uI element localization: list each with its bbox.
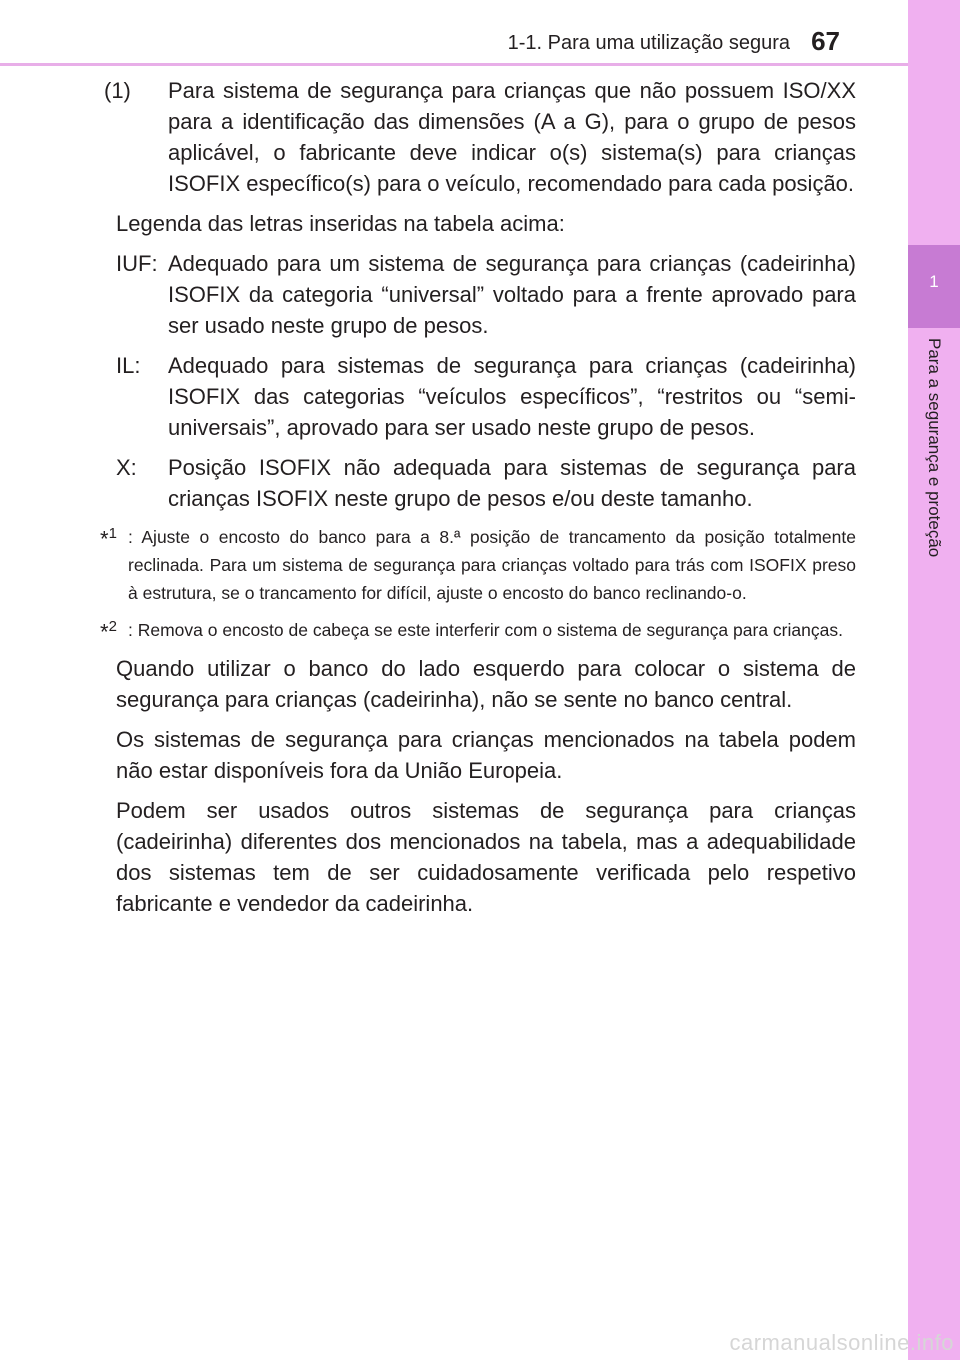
legend-marker: IUF: (116, 251, 158, 276)
section-title: 1-1. Para uma utilização segura (507, 32, 790, 54)
body-paragraph-3: Podem ser usados outros sistemas de segurança para crianças (cadeirinha) diferentes dos mencionados na tabela, mas a adequabilidade dos sistemas tem de ser cuidadosamente verificada pelo respetivo fabricante e vendedor da cadeirinha. (116, 798, 856, 916)
legend-text: Adequado para um sistema de segurança para crianças (cadeirinha) ISOFIX da categoria “universal” voltado para a frente aprovado para ser usado neste grupo de pesos. (168, 251, 856, 338)
legend-intro: Legenda das letras inseridas na tabela acima: (116, 211, 565, 236)
chapter-number-box (908, 245, 960, 328)
header-divider (0, 63, 908, 66)
legend-item-il (116, 350, 856, 443)
legend-item-x (116, 452, 856, 514)
footnote-text: : Ajuste o encosto do banco para a 8.ª posição de trancamento da posição totalmente reclinada. Para um sistema de segurança para crianças voltado para trás com ISOFIX preso à estrutura, se o trancamento for difícil, ajuste o encosto do banco reclinando-o. (128, 527, 856, 603)
list-item-text: Para sistema de segurança para crianças que não possuem ISO/XX para a identificação das dimensões (A a G), para o grupo de pesos aplicável, o fabricante deve indicar o(s) sistema(s) para crianças ISOFIX específico(s) para o veículo, recomendado para cada posição. (168, 78, 856, 196)
page-header (0, 0, 908, 64)
page-content (100, 75, 856, 928)
legend-marker: IL: (116, 353, 141, 378)
legend-text: Adequado para sistemas de segurança para crianças (cadeirinha) ISOFIX das categorias “veículos específicos”, “restritos ou “semi-universais”, aprovado para ser usado neste grupo de pesos. (168, 353, 856, 440)
legend-text: Posição ISOFIX não adequada para sistemas de segurança para crianças ISOFIX neste grupo de pesos e/ou deste tamanho. (168, 455, 856, 511)
footnote-2 (100, 616, 856, 644)
footnote-text: : Remova o encosto de cabeça se este interferir com o sistema de segurança para crianças. (128, 620, 843, 640)
legend-item-iuf (116, 248, 856, 341)
chapter-label: Para a segurança e proteção (925, 338, 944, 558)
chapter-side-tab (908, 0, 960, 1360)
body-paragraph-1: Quando utilizar o banco do lado esquerdo para colocar o sistema de segurança para crianças (cadeirinha), não se sente no banco central. (116, 656, 856, 712)
body-paragraph-2: Os sistemas de segurança para crianças mencionados na tabela podem não estar disponíveis fora da União Europeia. (116, 727, 856, 783)
list-item-1 (104, 75, 856, 199)
site-watermark: carmanualsonline.info (729, 1330, 954, 1355)
footnote-1 (100, 523, 856, 607)
page-number: 67 (811, 26, 840, 56)
legend-marker: X: (116, 455, 137, 480)
chapter-number: 1 (929, 272, 939, 291)
list-item-marker: (1) (104, 78, 131, 103)
footnote-marker: *$^2$ (100, 618, 117, 645)
footnote-marker: *$^1$ (100, 525, 117, 552)
